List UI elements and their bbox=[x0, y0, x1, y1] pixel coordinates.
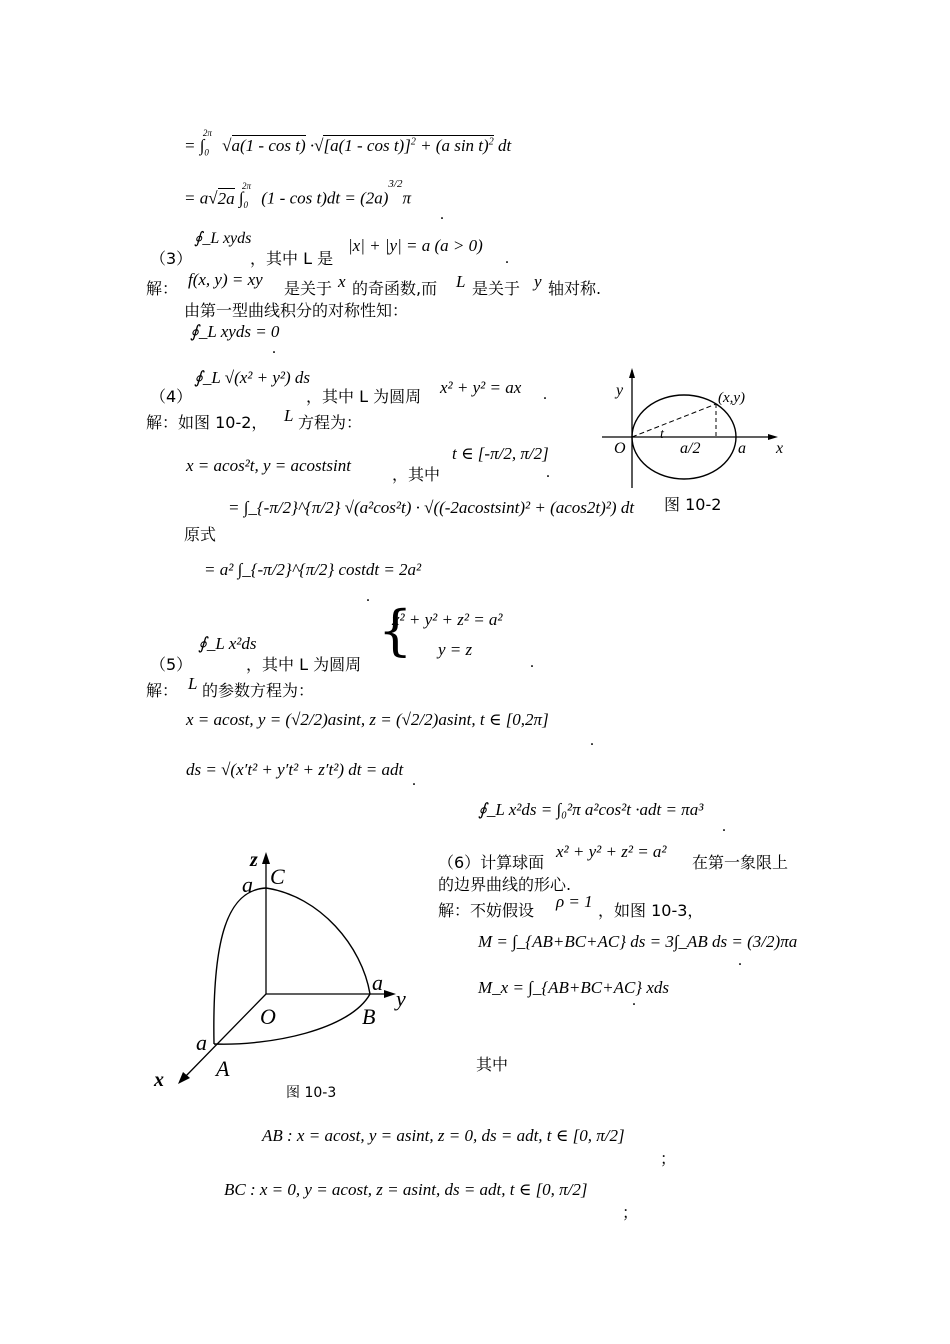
p3-sol-L: L bbox=[456, 272, 466, 291]
fig103-label-A: A bbox=[216, 1056, 230, 1081]
arrow-icon bbox=[262, 852, 270, 864]
arrow-icon bbox=[629, 368, 635, 378]
p6-sol-line: 解：不妨假设 bbox=[438, 901, 535, 920]
p3-condition: |x| + |y| = a (a > 0) bbox=[348, 236, 483, 255]
p3-func: f(x, y) = xy bbox=[188, 270, 263, 289]
period: . bbox=[530, 654, 534, 671]
p5-system-2: y = z bbox=[438, 640, 473, 659]
p3-text: ，其中 L 是 bbox=[250, 249, 334, 268]
semicolon: ； bbox=[622, 1203, 639, 1222]
fig102-label-a: a bbox=[738, 440, 746, 457]
p4-range: t ∈ [-π/2, π/2] bbox=[452, 444, 549, 463]
fig103-arc-AB bbox=[214, 994, 370, 1044]
p4-text: ，其中 L 为圆周 bbox=[306, 387, 422, 406]
p5-sol-label: 解： bbox=[146, 681, 179, 700]
p5-label: （5） bbox=[150, 655, 193, 674]
fig103-label-C: C bbox=[270, 864, 285, 889]
period: . bbox=[272, 340, 276, 357]
p6-where: 其中 bbox=[476, 1055, 509, 1074]
p5-integral: ∮_L x²ds bbox=[198, 634, 257, 653]
eq-line-1: = $\int_0^{2\pi}$ √a(1 - cos t) ·√[a(1 - cos t)]$^2$ + (a sin t)$^2$ dt bbox=[184, 128, 512, 158]
p4-sol-text: 方程为： bbox=[298, 413, 363, 432]
p3-sol-y: y bbox=[534, 272, 542, 291]
p3-label: （3） bbox=[150, 249, 193, 268]
period: . bbox=[543, 386, 547, 403]
period: . bbox=[738, 952, 742, 969]
fig102-label-t: t bbox=[660, 427, 664, 442]
fig103-label-O: O bbox=[260, 1004, 276, 1029]
fig102-caption: 图 10-2 bbox=[664, 495, 722, 514]
p4-condition: x² + y² = ax bbox=[440, 378, 522, 397]
p5-brace: { bbox=[378, 599, 413, 662]
figure-10-3 bbox=[150, 846, 420, 1096]
p5-ds: ds = √(x′t² + y′t² + z′t²) dt = adt bbox=[186, 760, 404, 779]
p6-sol-text: ，如图 10-3， bbox=[598, 901, 704, 920]
p4-eq-1: = ∫_{-π/2}^{π/2} √(a²cos²t) · √((-2acostsint)² + (acos2t)²) dt bbox=[228, 498, 635, 517]
fig102-label-a2: a/2 bbox=[680, 440, 701, 457]
period: . bbox=[366, 588, 370, 605]
p5-sol-L: L bbox=[188, 674, 198, 693]
eq-line-2: = a√2a $\int_0^{2\pi}$ $(1 - \cos t)dt = (2a)^{3/2}\pi$ bbox=[184, 178, 411, 211]
p4-original: 原式 bbox=[184, 525, 217, 544]
fig103-label-a-bottom: a bbox=[196, 1030, 207, 1055]
p6-text-1: （6）计算球面 bbox=[438, 853, 545, 872]
arrow-icon bbox=[384, 990, 396, 998]
fig102-label-x: x bbox=[776, 440, 784, 457]
p3-sol-text: 是关于 bbox=[284, 279, 333, 298]
p4-label: （4） bbox=[150, 387, 193, 406]
p3-sol-text: 轴对称. bbox=[548, 279, 602, 298]
p3-sol-text: 的奇函数,而 bbox=[352, 279, 438, 298]
p5-result: ∮_L x²ds = ∫₀²π a²cos²t ·adt = πa³ bbox=[478, 800, 704, 819]
p3-sol-line-2: 由第一型曲线积分的对称性知： bbox=[184, 301, 409, 320]
solution-label: 解： bbox=[146, 279, 179, 298]
p4-param: x = acos²t, y = acostsint bbox=[186, 456, 351, 475]
period: . bbox=[722, 818, 726, 835]
p6-BC: BC : x = 0, y = acost, z = asint, ds = adt, t ∈ [0, π/2] bbox=[224, 1180, 588, 1199]
fig102-label-y: y bbox=[616, 382, 624, 399]
p6-text-3: 的边界曲线的形心. bbox=[438, 875, 572, 894]
period: . bbox=[590, 732, 594, 749]
period: . bbox=[546, 464, 550, 481]
p3-sol-text: 是关于 bbox=[472, 279, 521, 298]
p3-integral: ∮_L xyds bbox=[194, 230, 252, 247]
p5-sol-text: 的参数方程为： bbox=[202, 681, 315, 700]
period: . bbox=[632, 992, 636, 1009]
p4-sol-L: L bbox=[284, 406, 294, 425]
p5-text: ，其中 L 为圆周 bbox=[246, 655, 362, 674]
period: . bbox=[505, 250, 509, 267]
fig103-caption: 图 10-3 bbox=[286, 1085, 337, 1101]
fig103-label-a-top: a bbox=[242, 872, 253, 897]
fig103-arc-BC bbox=[266, 888, 370, 994]
p6-Mx: M_x = ∫_{AB+BC+AC} xds bbox=[478, 978, 670, 997]
p4-integral: ∮_L √(x² + y²) ds bbox=[194, 368, 311, 387]
period: . bbox=[440, 206, 444, 223]
p3-result: ∮_L xyds = 0 bbox=[190, 322, 280, 341]
p6-AB: AB : x = acost, y = asint, z = 0, ds = adt, t ∈ [0, π/2] bbox=[262, 1126, 625, 1145]
period: . bbox=[412, 772, 416, 789]
fig103-label-z: z bbox=[250, 849, 258, 871]
semicolon: ； bbox=[660, 1149, 677, 1168]
p5-param: x = acost, y = (√2/2)asint, z = (√2/2)asint, t ∈ [0,2π] bbox=[186, 710, 549, 729]
fig102-label-point: (x,y) bbox=[718, 390, 746, 406]
p4-param-text: ，其中 bbox=[392, 465, 441, 484]
fig103-label-a-right: a bbox=[372, 970, 383, 995]
p6-text-2: 在第一象限上 bbox=[692, 853, 789, 872]
fig103-label-x: x bbox=[154, 1069, 164, 1091]
p3-sol-x: x bbox=[338, 272, 346, 291]
fig103-label-y: y bbox=[396, 986, 406, 1011]
p4-sol-line-1: 解：如图 10-2， bbox=[146, 413, 268, 432]
p4-eq-2: = a² ∫_{-π/2}^{π/2} costdt = 2a² bbox=[204, 560, 422, 579]
p6-sphere-eq: x² + y² + z² = a² bbox=[556, 842, 667, 861]
p6-M: M = ∫_{AB+BC+AC} ds = 3∫_AB ds = (3/2)πa bbox=[478, 932, 798, 951]
p5-system-1: x² + y² + z² = a² bbox=[392, 610, 503, 629]
fig102-label-O: O bbox=[614, 440, 626, 457]
p6-rho: ρ = 1 bbox=[556, 892, 593, 911]
fig103-label-B: B bbox=[362, 1004, 376, 1029]
